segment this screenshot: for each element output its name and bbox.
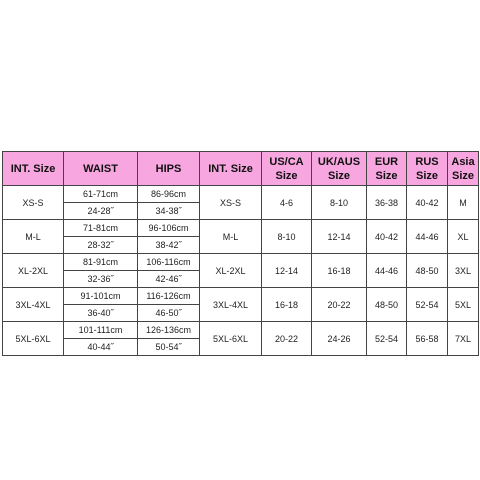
int-size-cell: 3XL-4XL: [3, 288, 64, 322]
hips-cm-cell: 116-126cm: [138, 288, 200, 305]
us-ca-cell: 8-10: [262, 220, 312, 254]
hips-in-cell: 50-54˝: [138, 339, 200, 356]
hips-cm-cell: 86-96cm: [138, 186, 200, 203]
size-chart: [2, 151, 478, 356]
int-size-cell: XL-2XL: [3, 254, 64, 288]
table-row: [3, 254, 479, 271]
eur-cell: 48-50: [367, 288, 407, 322]
waist-in-cell: 24-28˝: [64, 203, 138, 220]
table-row: [3, 288, 479, 305]
eur-cell: 40-42: [367, 220, 407, 254]
rus-cell: 44-46: [407, 220, 448, 254]
int-size-2-cell: 3XL-4XL: [200, 288, 262, 322]
eur-cell: 44-46: [367, 254, 407, 288]
waist-in-cell: 32-36˝: [64, 271, 138, 288]
uk-aus-cell: 16-18: [312, 254, 367, 288]
int-size-cell: M-L: [3, 220, 64, 254]
waist-cm-cell: 81-91cm: [64, 254, 138, 271]
eur-cell: 36-38: [367, 186, 407, 220]
header-asia-size: Asia Size: [448, 152, 479, 186]
us-ca-cell: 16-18: [262, 288, 312, 322]
rus-cell: 48-50: [407, 254, 448, 288]
asia-cell: 5XL: [448, 288, 479, 322]
hips-cm-cell: 126-136cm: [138, 322, 200, 339]
hips-in-cell: 38-42˝: [138, 237, 200, 254]
size-chart-table: [2, 151, 479, 356]
uk-aus-cell: 8-10: [312, 186, 367, 220]
waist-in-cell: 40-44˝: [64, 339, 138, 356]
asia-cell: 3XL: [448, 254, 479, 288]
us-ca-cell: 20-22: [262, 322, 312, 356]
int-size-2-cell: XS-S: [200, 186, 262, 220]
hips-cm-cell: 106-116cm: [138, 254, 200, 271]
header-int-size-2: INT. Size: [200, 152, 262, 186]
table-row: [3, 322, 479, 339]
header-int-size: INT. Size: [3, 152, 64, 186]
uk-aus-cell: 12-14: [312, 220, 367, 254]
hips-in-cell: 46-50˝: [138, 305, 200, 322]
header-hips: HIPS: [138, 152, 200, 186]
waist-cm-cell: 71-81cm: [64, 220, 138, 237]
int-size-cell: 5XL-6XL: [3, 322, 64, 356]
waist-cm-cell: 101-111cm: [64, 322, 138, 339]
asia-cell: XL: [448, 220, 479, 254]
header-uk-aus-size: UK/AUS Size: [312, 152, 367, 186]
uk-aus-cell: 24-26: [312, 322, 367, 356]
waist-cm-cell: 91-101cm: [64, 288, 138, 305]
rus-cell: 56-58: [407, 322, 448, 356]
us-ca-cell: 4-6: [262, 186, 312, 220]
int-size-2-cell: M-L: [200, 220, 262, 254]
int-size-2-cell: 5XL-6XL: [200, 322, 262, 356]
uk-aus-cell: 20-22: [312, 288, 367, 322]
waist-cm-cell: 61-71cm: [64, 186, 138, 203]
header-us-ca-size: US/CA Size: [262, 152, 312, 186]
int-size-cell: XS-S: [3, 186, 64, 220]
table-row: [3, 220, 479, 237]
table-row: [3, 186, 479, 203]
header-rus-size: RUS Size: [407, 152, 448, 186]
rus-cell: 52-54: [407, 288, 448, 322]
hips-in-cell: 34-38˝: [138, 203, 200, 220]
int-size-2-cell: XL-2XL: [200, 254, 262, 288]
hips-cm-cell: 96-106cm: [138, 220, 200, 237]
asia-cell: 7XL: [448, 322, 479, 356]
eur-cell: 52-54: [367, 322, 407, 356]
header-eur-size: EUR Size: [367, 152, 407, 186]
waist-in-cell: 28-32˝: [64, 237, 138, 254]
waist-in-cell: 36-40˝: [64, 305, 138, 322]
asia-cell: M: [448, 186, 479, 220]
us-ca-cell: 12-14: [262, 254, 312, 288]
header-row: [3, 152, 479, 186]
rus-cell: 40-42: [407, 186, 448, 220]
hips-in-cell: 42-46˝: [138, 271, 200, 288]
header-waist: WAIST: [64, 152, 138, 186]
